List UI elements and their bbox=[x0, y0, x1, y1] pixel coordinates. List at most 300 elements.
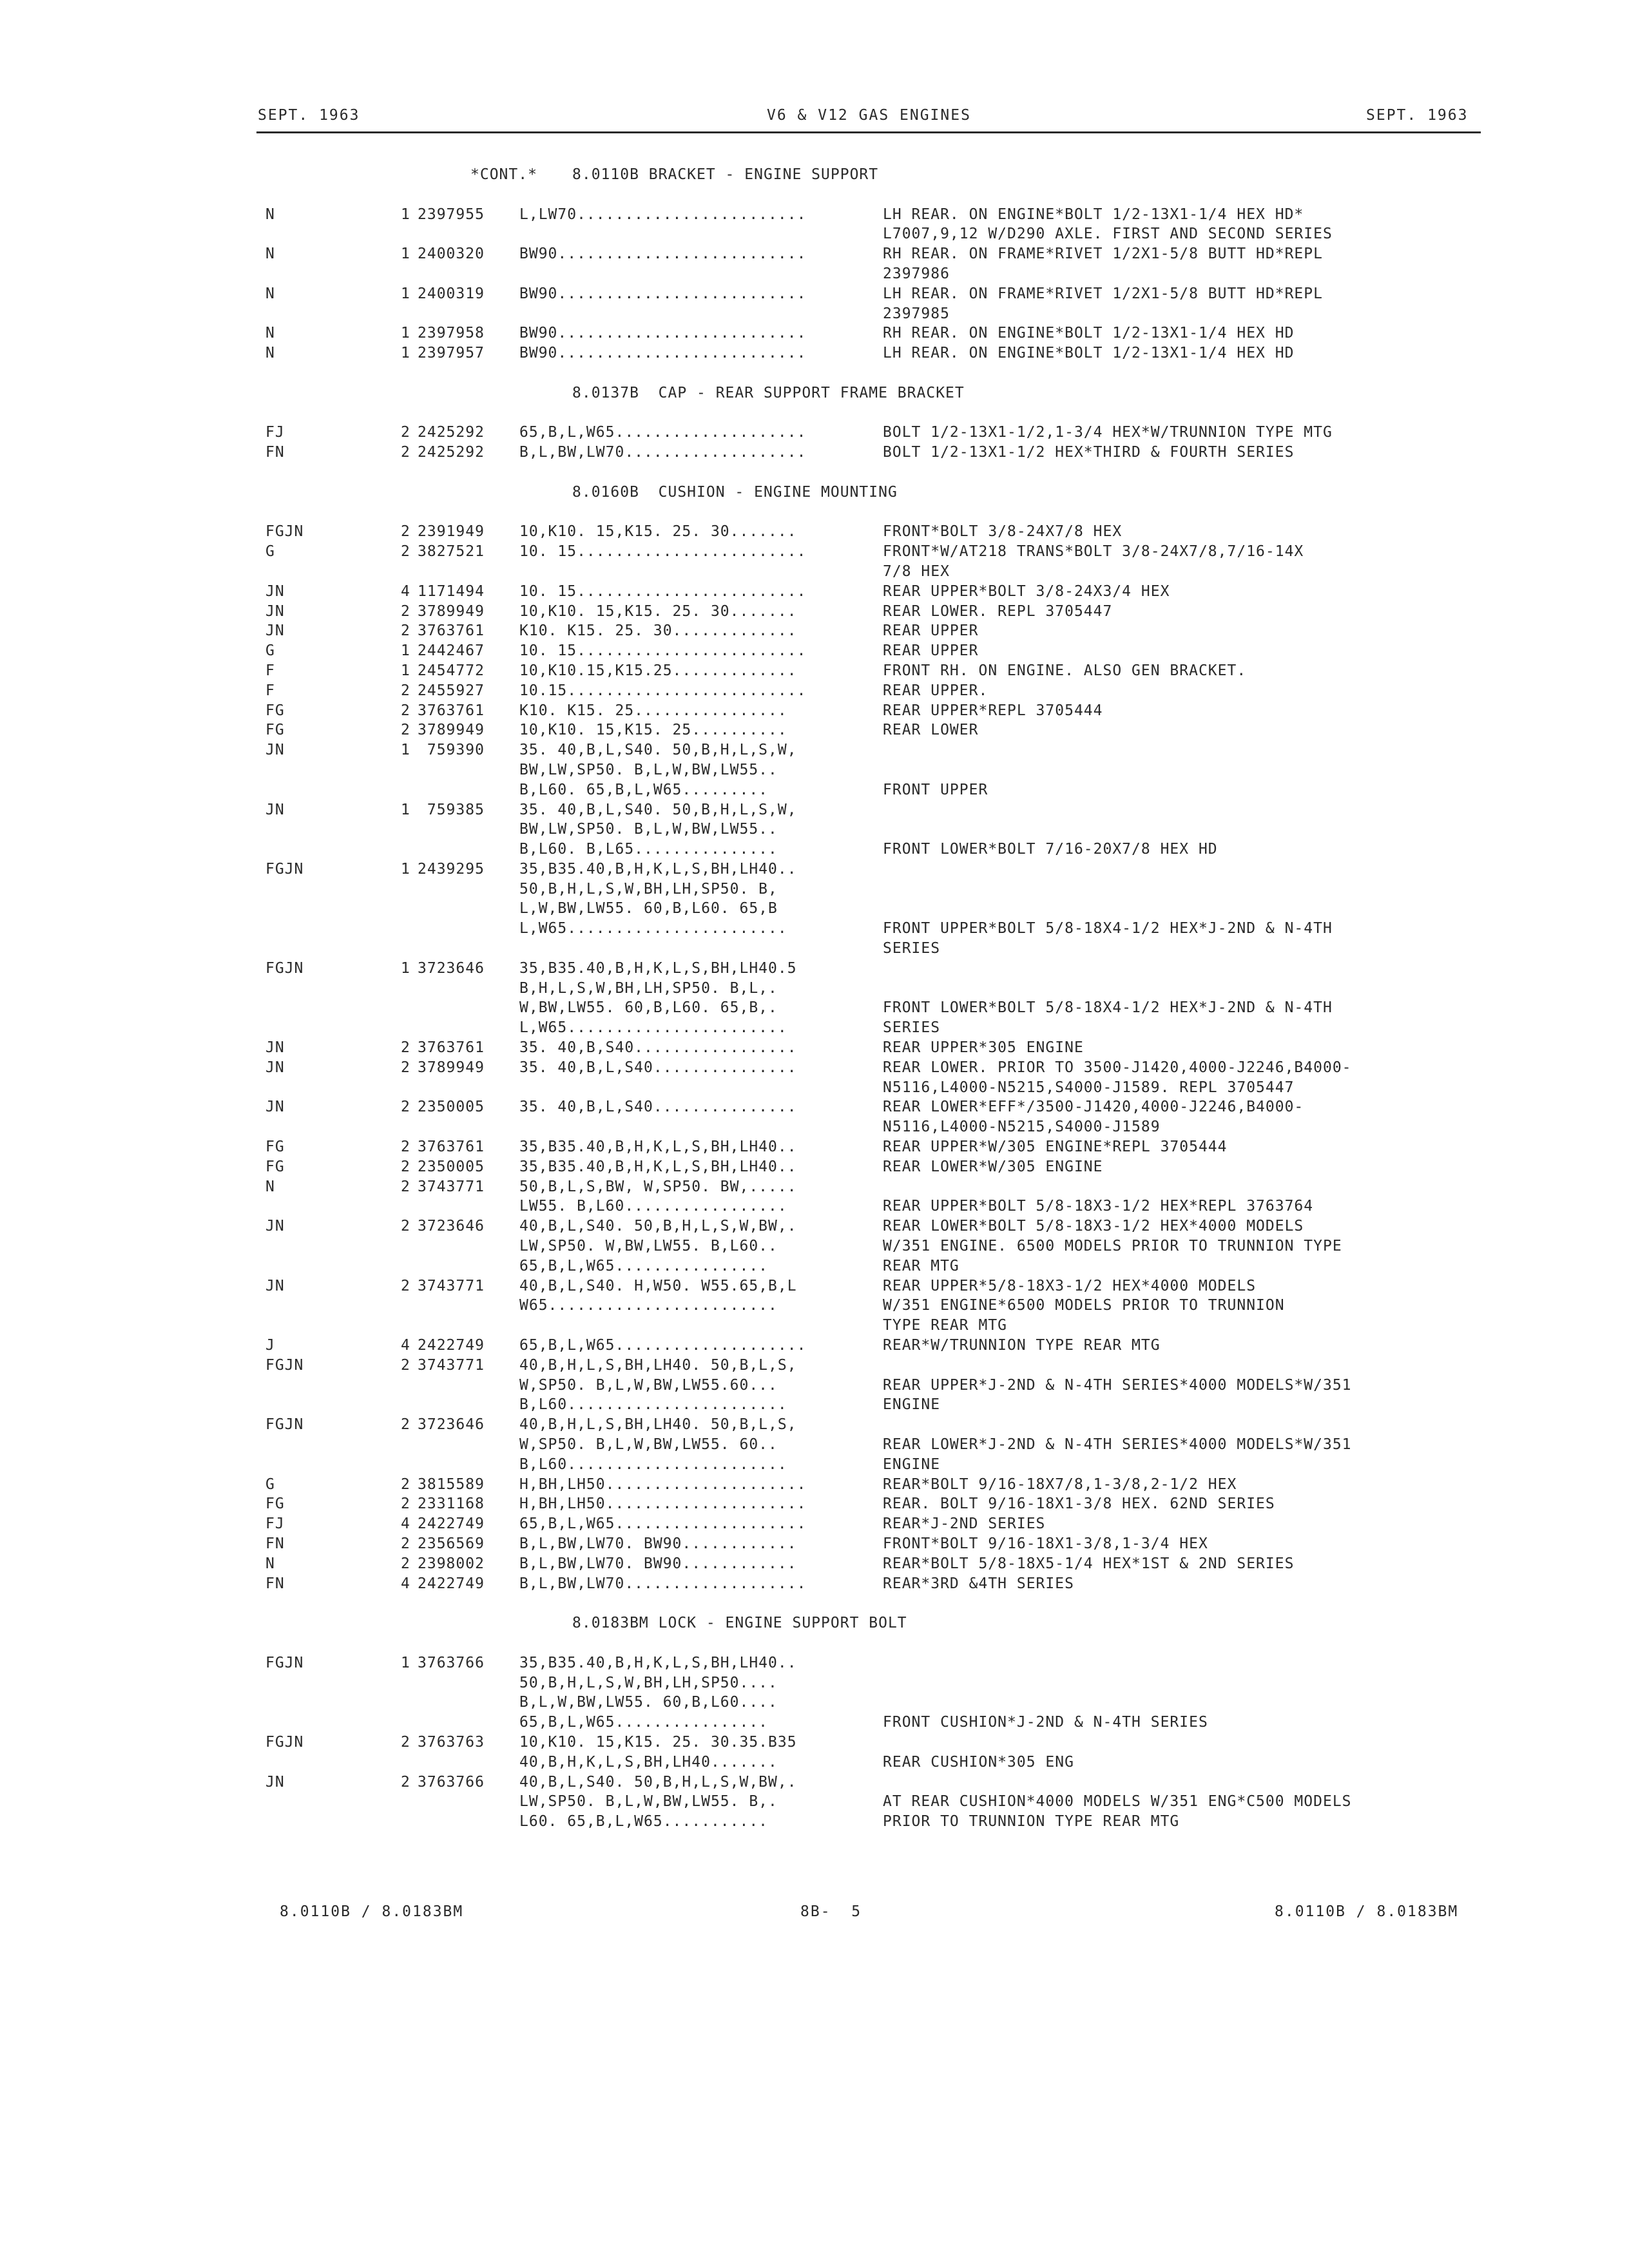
model-list: 10,K10. 15,K15. 25. 30....... bbox=[519, 602, 797, 620]
part-row-continuation bbox=[0, 940, 1629, 960]
quantity: 1 bbox=[401, 245, 410, 263]
part-number: 2439295 bbox=[418, 860, 485, 878]
header-title: V6 & V12 GAS ENGINES bbox=[767, 107, 971, 124]
part-row bbox=[0, 543, 1629, 563]
section-heading bbox=[0, 1615, 1629, 1635]
part-description: REAR LOWER bbox=[883, 722, 979, 739]
model-list: 35,B35.40,B,H,K,L,S,BH,LH40.. bbox=[519, 1654, 797, 1671]
part-number: 3763761 bbox=[418, 622, 485, 640]
part-row-continuation bbox=[0, 1317, 1629, 1337]
part-row bbox=[0, 1139, 1629, 1158]
part-number: 2422749 bbox=[418, 1515, 485, 1533]
model-list: B,L,BW,LW70. BW90............ bbox=[519, 1555, 797, 1572]
model-list: 35. 40,B,L,S40. 50,B,H,L,S,W, bbox=[519, 801, 797, 818]
part-number: 3743771 bbox=[418, 1178, 485, 1195]
model-list: B,H,L,S,W,BH,LH,SP50. B,L,. bbox=[519, 979, 778, 997]
part-description: FRONT*W/AT218 TRANS*BOLT 3/8-24X7/8,7/16-14X bbox=[883, 543, 1304, 561]
footer-page-number: 8B- 5 bbox=[800, 1903, 862, 1920]
model-list: 10,K10. 15,K15. 25. 30.35.B35 bbox=[519, 1733, 797, 1751]
model-list: 35,B35.40,B,H,K,L,S,BH,LH40.. bbox=[519, 860, 797, 878]
part-number: 2400320 bbox=[418, 245, 485, 263]
part-description: FRONT RH. ON ENGINE. ALSO GEN BRACKET. bbox=[883, 662, 1247, 679]
application-code: G bbox=[265, 1475, 275, 1493]
part-number: 3815589 bbox=[418, 1475, 485, 1493]
part-number: 3763761 bbox=[418, 1139, 485, 1156]
model-list: W,SP50. B,L,W,BW,LW55. 60.. bbox=[519, 1436, 778, 1453]
quantity: 2 bbox=[401, 1059, 410, 1076]
model-list: LW,SP50. W,BW,LW55. B,L60.. bbox=[519, 1238, 778, 1255]
model-list: 50,B,H,L,S,W,BH,LH,SP50.... bbox=[519, 1674, 778, 1691]
part-description: REAR UPPER*REPL 3705444 bbox=[883, 702, 1103, 719]
part-description: PRIOR TO TRUNNION TYPE REAR MTG bbox=[883, 1813, 1180, 1831]
section-title: 8.0137B CAP - REAR SUPPORT FRAME BRACKET bbox=[572, 384, 965, 401]
part-description: L7007,9,12 W/D290 AXLE. FIRST AND SECOND SERIES bbox=[883, 226, 1333, 243]
part-row-continuation bbox=[0, 841, 1629, 861]
model-list: 40,B,H,L,S,BH,LH40. 50,B,L,S, bbox=[519, 1356, 797, 1374]
model-list: 35,B35.40,B,H,K,L,S,BH,LH40.. bbox=[519, 1158, 797, 1175]
part-number: 2422749 bbox=[418, 1337, 485, 1354]
model-list: L,W65....................... bbox=[519, 1019, 787, 1037]
application-code: F bbox=[265, 662, 275, 679]
section-title: 8.0183BM LOCK - ENGINE SUPPORT BOLT bbox=[572, 1615, 907, 1632]
model-list: 35,B35.40,B,H,K,L,S,BH,LH40.. bbox=[519, 1139, 797, 1156]
part-number: 2350005 bbox=[418, 1158, 485, 1175]
application-code: FGJN bbox=[265, 523, 304, 541]
part-description: 7/8 HEX bbox=[883, 562, 950, 580]
model-list: BW,LW,SP50. B,L,W,BW,LW55.. bbox=[519, 761, 778, 778]
model-list: 10,K10.15,K15.25............. bbox=[519, 662, 797, 679]
quantity: 2 bbox=[401, 1555, 410, 1572]
application-code: JN bbox=[265, 1218, 285, 1235]
model-list: 50,B,H,L,S,W,BH,LH,SP50. B, bbox=[519, 880, 778, 898]
model-list: BW,LW,SP50. B,L,W,BW,LW55.. bbox=[519, 821, 778, 838]
part-description: REAR LOWER*W/305 ENGINE bbox=[883, 1158, 1103, 1175]
quantity: 2 bbox=[401, 1039, 410, 1057]
part-description: FRONT CUSHION*J-2ND & N-4TH SERIES bbox=[883, 1714, 1208, 1731]
part-row-continuation bbox=[0, 1436, 1629, 1456]
part-row-continuation bbox=[0, 920, 1629, 940]
part-row bbox=[0, 1575, 1629, 1595]
part-row bbox=[0, 345, 1629, 365]
model-list: 65,B,L,W65.................... bbox=[519, 424, 807, 441]
quantity: 1 bbox=[401, 345, 410, 362]
part-row-continuation bbox=[0, 821, 1629, 841]
quantity: 4 bbox=[401, 1515, 410, 1533]
quantity: 2 bbox=[401, 1178, 410, 1195]
part-row bbox=[0, 722, 1629, 742]
part-number: 2398002 bbox=[418, 1555, 485, 1572]
part-description: N5116,L4000-N5215,S4000-J1589 bbox=[883, 1119, 1161, 1136]
part-description: REAR LOWER. PRIOR TO 3500-J1420,4000-J2246,B4000- bbox=[883, 1059, 1352, 1076]
section-spacer bbox=[0, 405, 1629, 425]
quantity: 1 bbox=[401, 1654, 410, 1671]
part-row bbox=[0, 1515, 1629, 1535]
part-description: REAR UPPER*BOLT 3/8-24X3/4 HEX bbox=[883, 582, 1170, 600]
model-list: 35. 40,B,L,S40............... bbox=[519, 1099, 797, 1116]
application-code: N bbox=[265, 1555, 275, 1572]
part-description: FRONT LOWER*BOLT 7/16-20X7/8 HEX HD bbox=[883, 841, 1218, 858]
application-code: FGJN bbox=[265, 1416, 304, 1434]
part-description: 2397986 bbox=[883, 265, 950, 282]
application-code: FN bbox=[265, 1575, 285, 1592]
part-description: REAR UPPER*BOLT 5/8-18X3-1/2 HEX*REPL 3763764 bbox=[883, 1198, 1314, 1215]
quantity: 2 bbox=[401, 444, 410, 461]
application-code: FG bbox=[265, 1139, 285, 1156]
model-list: LW,SP50. B,L,W,BW,LW55. B,. bbox=[519, 1793, 778, 1811]
part-row bbox=[0, 583, 1629, 603]
part-row-continuation bbox=[0, 305, 1629, 325]
application-code: JN bbox=[265, 1099, 285, 1116]
part-number: 2397955 bbox=[418, 206, 485, 223]
part-row bbox=[0, 424, 1629, 444]
quantity: 2 bbox=[401, 1277, 410, 1294]
model-list: 10,K10. 15,K15. 25.......... bbox=[519, 722, 787, 739]
section-heading bbox=[0, 484, 1629, 504]
part-description: REAR UPPER*J-2ND & N-4TH SERIES*4000 MODELS*W/351 bbox=[883, 1376, 1352, 1394]
part-description: RH REAR. ON ENGINE*BOLT 1/2-13X1-1/4 HEX HD bbox=[883, 325, 1295, 342]
model-list: 10,K10. 15,K15. 25. 30....... bbox=[519, 523, 797, 541]
part-row-continuation bbox=[0, 1119, 1629, 1139]
part-number: 3789949 bbox=[418, 1059, 485, 1076]
part-number: 3789949 bbox=[418, 602, 485, 620]
part-description: REAR CUSHION*305 ENG bbox=[883, 1753, 1074, 1771]
section-heading bbox=[0, 385, 1629, 405]
part-row-continuation bbox=[0, 1258, 1629, 1278]
quantity: 2 bbox=[401, 1495, 410, 1513]
application-code: FG bbox=[265, 722, 285, 739]
part-row bbox=[0, 1774, 1629, 1794]
part-description: REAR LOWER*J-2ND & N-4TH SERIES*4000 MODELS*W/351 bbox=[883, 1436, 1352, 1453]
part-row bbox=[0, 325, 1629, 345]
model-list: 40,B,H,L,S,BH,LH40. 50,B,L,S, bbox=[519, 1416, 797, 1434]
quantity: 2 bbox=[401, 702, 410, 719]
part-row bbox=[0, 444, 1629, 464]
application-code: N bbox=[265, 1178, 275, 1195]
section-spacer bbox=[0, 1635, 1629, 1655]
model-list: 65,B,L,W65................ bbox=[519, 1714, 769, 1731]
quantity: 2 bbox=[401, 1158, 410, 1175]
part-number: 2350005 bbox=[418, 1099, 485, 1116]
part-row-continuation bbox=[0, 265, 1629, 285]
part-description: W/351 ENGINE. 6500 MODELS PRIOR TO TRUNNION TYPE bbox=[883, 1238, 1342, 1255]
part-description: BOLT 1/2-13X1-1/2,1-3/4 HEX*W/TRUNNION TYPE MTG bbox=[883, 424, 1333, 441]
quantity: 4 bbox=[401, 1575, 410, 1592]
part-row-continuation bbox=[0, 1396, 1629, 1416]
part-row bbox=[0, 1178, 1629, 1198]
part-row bbox=[0, 802, 1629, 822]
part-row bbox=[0, 285, 1629, 305]
footer-range-right: 8.0110B / 8.0183BM bbox=[1275, 1903, 1459, 1920]
part-description: REAR*BOLT 9/16-18X7/8,1-3/8,2-1/2 HEX bbox=[883, 1475, 1237, 1493]
quantity: 2 bbox=[401, 1139, 410, 1156]
part-row-continuation bbox=[0, 980, 1629, 1000]
part-row bbox=[0, 603, 1629, 623]
model-list: K10. K15. 25. 30............. bbox=[519, 622, 797, 640]
part-number: 3763766 bbox=[418, 1654, 485, 1671]
model-list: B,L,BW,LW70................... bbox=[519, 1575, 807, 1592]
part-description: REAR UPPER*5/8-18X3-1/2 HEX*4000 MODELS bbox=[883, 1277, 1257, 1294]
part-row bbox=[0, 642, 1629, 662]
model-list: 65,B,L,W65.................... bbox=[519, 1337, 807, 1354]
part-description: BOLT 1/2-13X1-1/2 HEX*THIRD & FOURTH SERIES bbox=[883, 444, 1295, 461]
part-description: TYPE REAR MTG bbox=[883, 1317, 1008, 1334]
model-list: B,L,W,BW,LW55. 60,B,L60.... bbox=[519, 1694, 778, 1711]
application-code: G bbox=[265, 543, 275, 561]
model-list: 10.15......................... bbox=[519, 682, 807, 699]
model-list: K10. K15. 25................ bbox=[519, 702, 787, 719]
section-spacer bbox=[0, 365, 1629, 385]
quantity: 2 bbox=[401, 523, 410, 541]
application-code: JN bbox=[265, 602, 285, 620]
application-code: JN bbox=[265, 582, 285, 600]
part-row-continuation bbox=[0, 1019, 1629, 1039]
application-code: JN bbox=[265, 1059, 285, 1076]
part-number: 2391949 bbox=[418, 523, 485, 541]
model-list: B,L60....................... bbox=[519, 1456, 787, 1473]
application-code: N bbox=[265, 345, 275, 362]
part-row-continuation bbox=[0, 1754, 1629, 1774]
quantity: 4 bbox=[401, 582, 410, 600]
part-row-continuation bbox=[0, 1813, 1629, 1833]
application-code: FGJN bbox=[265, 1654, 304, 1671]
part-row bbox=[0, 1655, 1629, 1675]
application-code: JN bbox=[265, 742, 285, 759]
footer-range-left: 8.0110B / 8.0183BM bbox=[280, 1903, 464, 1920]
model-list: 65,B,L,W65................ bbox=[519, 1257, 769, 1274]
part-number: 3763761 bbox=[418, 702, 485, 719]
model-list: 35. 40,B,L,S40. 50,B,H,L,S,W, bbox=[519, 742, 797, 759]
model-list: BW90.......................... bbox=[519, 345, 807, 362]
model-list: B,L,BW,LW70. BW90............ bbox=[519, 1535, 797, 1552]
part-row bbox=[0, 1495, 1629, 1515]
quantity: 2 bbox=[401, 1773, 410, 1791]
section-spacer bbox=[0, 464, 1629, 484]
part-number: 3763766 bbox=[418, 1773, 485, 1791]
application-code: FN bbox=[265, 444, 285, 461]
part-number: 759390 bbox=[418, 742, 485, 759]
section-spacer bbox=[0, 1833, 1629, 1853]
application-code: FGJN bbox=[265, 959, 304, 977]
model-list: 35,B35.40,B,H,K,L,S,BH,LH40.5 bbox=[519, 959, 797, 977]
part-row bbox=[0, 662, 1629, 682]
part-description: LH REAR. ON FRAME*RIVET 1/2X1-5/8 BUTT HD*REPL bbox=[883, 285, 1323, 302]
model-list: L60. 65,B,L,W65........... bbox=[519, 1813, 769, 1831]
parts-listing bbox=[0, 166, 1629, 1853]
part-row bbox=[0, 1218, 1629, 1238]
model-list: 40,B,L,S40. H,W50. W55.65,B,L bbox=[519, 1277, 797, 1294]
part-row bbox=[0, 523, 1629, 543]
model-list: 35. 40,B,L,S40............... bbox=[519, 1059, 797, 1076]
application-code: F bbox=[265, 682, 275, 699]
model-list: 65,B,L,W65.................... bbox=[519, 1515, 807, 1533]
part-row-continuation bbox=[0, 1793, 1629, 1813]
quantity: 2 bbox=[401, 1416, 410, 1434]
application-code: JN bbox=[265, 1773, 285, 1791]
part-description: LH REAR. ON ENGINE*BOLT 1/2-13X1-1/4 HEX HD bbox=[883, 345, 1295, 362]
model-list: BW90.......................... bbox=[519, 285, 807, 302]
part-number: 2425292 bbox=[418, 424, 485, 441]
application-code: FN bbox=[265, 1535, 285, 1552]
part-description: SERIES bbox=[883, 1019, 941, 1037]
application-code: FGJN bbox=[265, 1733, 304, 1751]
part-description: REAR UPPER. bbox=[883, 682, 988, 699]
quantity: 1 bbox=[401, 959, 410, 977]
application-code: J bbox=[265, 1337, 275, 1354]
part-description: REAR*J-2ND SERIES bbox=[883, 1515, 1046, 1533]
model-list: 10. 15........................ bbox=[519, 642, 807, 660]
part-row-continuation bbox=[0, 1377, 1629, 1397]
part-description: REAR UPPER*W/305 ENGINE*REPL 3705444 bbox=[883, 1139, 1228, 1156]
header-date-right: SEPT. 1963 bbox=[1366, 107, 1469, 124]
part-description: REAR*W/TRUNNION TYPE REAR MTG bbox=[883, 1337, 1161, 1354]
part-number: 2331168 bbox=[418, 1495, 485, 1513]
part-description: REAR LOWER*BOLT 5/8-18X3-1/2 HEX*4000 MODELS bbox=[883, 1218, 1304, 1235]
part-row-continuation bbox=[0, 1675, 1629, 1695]
application-code: G bbox=[265, 642, 275, 660]
application-code: FG bbox=[265, 1495, 285, 1513]
model-list: H,BH,LH50..................... bbox=[519, 1495, 807, 1513]
model-list: L,W,BW,LW55. 60,B,L60. 65,B bbox=[519, 900, 778, 918]
part-description: REAR UPPER*305 ENGINE bbox=[883, 1039, 1084, 1057]
model-list: 40,B,L,S40. 50,B,H,L,S,W,BW,. bbox=[519, 1218, 797, 1235]
part-description: ENGINE bbox=[883, 1456, 941, 1473]
model-list: L,W65....................... bbox=[519, 920, 787, 937]
section-title: 8.0160B CUSHION - ENGINE MOUNTING bbox=[572, 483, 898, 501]
part-row bbox=[0, 1416, 1629, 1436]
part-row-continuation bbox=[0, 1694, 1629, 1714]
part-row bbox=[0, 960, 1629, 980]
part-description: FRONT LOWER*BOLT 5/8-18X4-1/2 HEX*J-2ND & N-4TH bbox=[883, 999, 1333, 1017]
model-list: B,L60....................... bbox=[519, 1396, 787, 1414]
part-description: REAR UPPER bbox=[883, 622, 979, 640]
model-list: B,L60. 65,B,L,W65......... bbox=[519, 781, 769, 798]
part-description: SERIES bbox=[883, 940, 941, 957]
part-row bbox=[0, 742, 1629, 762]
section-spacer bbox=[0, 504, 1629, 524]
application-code: JN bbox=[265, 622, 285, 640]
part-description: LH REAR. ON ENGINE*BOLT 1/2-13X1-1/4 HEX HD* bbox=[883, 206, 1304, 223]
part-number: 2422749 bbox=[418, 1575, 485, 1592]
part-description: FRONT*BOLT 9/16-18X1-3/8,1-3/4 HEX bbox=[883, 1535, 1208, 1552]
part-description: RH REAR. ON FRAME*RIVET 1/2X1-5/8 BUTT HD*REPL bbox=[883, 245, 1323, 263]
part-row-continuation bbox=[0, 563, 1629, 583]
quantity: 1 bbox=[401, 285, 410, 302]
part-row-continuation bbox=[0, 1297, 1629, 1317]
quantity: 2 bbox=[401, 1218, 410, 1235]
part-number: 3723646 bbox=[418, 1416, 485, 1434]
model-list: 50,B,L,S,BW, W,SP50. BW,..... bbox=[519, 1178, 797, 1195]
part-number: 2425292 bbox=[418, 444, 485, 461]
model-list: B,L,BW,LW70................... bbox=[519, 444, 807, 461]
part-row-continuation bbox=[0, 762, 1629, 782]
quantity: 2 bbox=[401, 1356, 410, 1374]
application-code: JN bbox=[265, 1277, 285, 1294]
quantity: 1 bbox=[401, 206, 410, 223]
continued-marker: *CONT.* bbox=[470, 166, 537, 183]
quantity: 1 bbox=[401, 662, 410, 679]
part-description: ENGINE bbox=[883, 1396, 941, 1414]
part-row-continuation bbox=[0, 1238, 1629, 1258]
part-number: 3827521 bbox=[418, 543, 485, 561]
application-code: JN bbox=[265, 1039, 285, 1057]
part-description: REAR MTG bbox=[883, 1257, 959, 1274]
part-description: REAR LOWER*EFF*/3500-J1420,4000-J2246,B4000- bbox=[883, 1099, 1304, 1116]
part-number: 2400319 bbox=[418, 285, 485, 302]
application-code: N bbox=[265, 325, 275, 342]
model-list: BW90.......................... bbox=[519, 325, 807, 342]
part-row bbox=[0, 1059, 1629, 1079]
model-list: 10. 15........................ bbox=[519, 582, 807, 600]
model-list: W,SP50. B,L,W,BW,LW55.60... bbox=[519, 1376, 778, 1394]
part-row bbox=[0, 206, 1629, 226]
header-date-left: SEPT. 1963 bbox=[258, 107, 360, 124]
quantity: 2 bbox=[401, 602, 410, 620]
part-description: 2397985 bbox=[883, 305, 950, 322]
part-number: 2397958 bbox=[418, 325, 485, 342]
part-number: 2442467 bbox=[418, 642, 485, 660]
part-row bbox=[0, 245, 1629, 265]
header-rule bbox=[256, 131, 1481, 133]
quantity: 4 bbox=[401, 1337, 410, 1354]
part-row bbox=[0, 1039, 1629, 1059]
section-spacer bbox=[0, 1595, 1629, 1615]
part-description: REAR LOWER. REPL 3705447 bbox=[883, 602, 1113, 620]
quantity: 2 bbox=[401, 424, 410, 441]
model-list: W,BW,LW55. 60,B,L60. 65,B,. bbox=[519, 999, 778, 1017]
part-row bbox=[0, 1158, 1629, 1178]
application-code: FGJN bbox=[265, 860, 304, 878]
model-list: 40,B,H,K,L,S,BH,LH40....... bbox=[519, 1753, 778, 1771]
part-number: 2455927 bbox=[418, 682, 485, 699]
quantity: 2 bbox=[401, 1733, 410, 1751]
part-row-continuation bbox=[0, 900, 1629, 920]
part-row bbox=[0, 1337, 1629, 1357]
part-row-continuation bbox=[0, 226, 1629, 245]
quantity: 1 bbox=[401, 801, 410, 818]
part-row bbox=[0, 702, 1629, 722]
quantity: 2 bbox=[401, 682, 410, 699]
part-row-continuation bbox=[0, 881, 1629, 901]
part-row-continuation bbox=[0, 999, 1629, 1019]
application-code: JN bbox=[265, 801, 285, 818]
application-code: FG bbox=[265, 702, 285, 719]
part-row bbox=[0, 861, 1629, 881]
model-list: W65........................ bbox=[519, 1297, 778, 1314]
part-number: 3723646 bbox=[418, 959, 485, 977]
part-description: FRONT*BOLT 3/8-24X7/8 HEX bbox=[883, 523, 1123, 541]
part-row bbox=[0, 1278, 1629, 1298]
quantity: 2 bbox=[401, 1099, 410, 1116]
quantity: 2 bbox=[401, 543, 410, 561]
part-description: FRONT UPPER*BOLT 5/8-18X4-1/2 HEX*J-2ND & N-4TH bbox=[883, 920, 1333, 937]
part-number: 1171494 bbox=[418, 582, 485, 600]
part-description: REAR*BOLT 5/8-18X5-1/4 HEX*1ST & 2ND SERIES bbox=[883, 1555, 1295, 1572]
part-row bbox=[0, 682, 1629, 702]
part-row-continuation bbox=[0, 1198, 1629, 1218]
model-list: 40,B,L,S40. 50,B,H,L,S,W,BW,. bbox=[519, 1773, 797, 1791]
part-row bbox=[0, 1099, 1629, 1119]
part-number: 3723646 bbox=[418, 1218, 485, 1235]
section-heading bbox=[0, 166, 1629, 186]
model-list: LW55. B,L60................. bbox=[519, 1198, 787, 1215]
part-description: FRONT UPPER bbox=[883, 781, 988, 798]
part-description: AT REAR CUSHION*4000 MODELS W/351 ENG*C500 MODELS bbox=[883, 1793, 1352, 1811]
application-code: N bbox=[265, 285, 275, 302]
part-number: 3763763 bbox=[418, 1733, 485, 1751]
part-number: 2454772 bbox=[418, 662, 485, 679]
model-list: B,L60. B,L65............... bbox=[519, 841, 778, 858]
part-row bbox=[0, 622, 1629, 642]
